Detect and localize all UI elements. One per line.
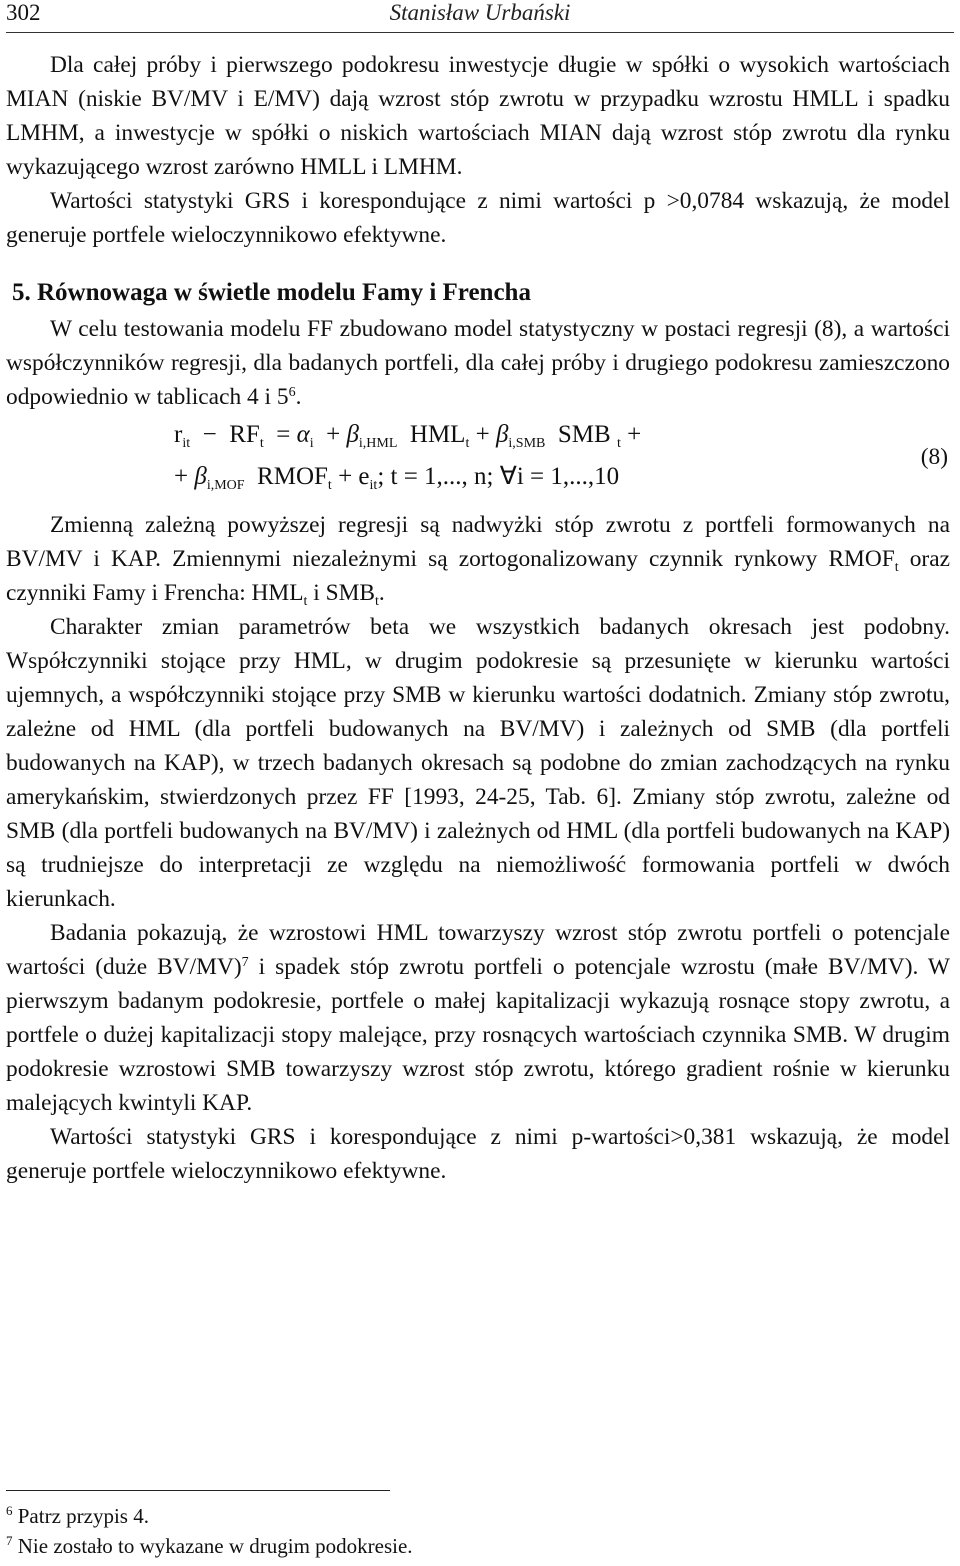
- eq-plus: +: [326, 421, 341, 448]
- subscript-t: t: [303, 594, 308, 609]
- eq-rf: RF: [229, 421, 260, 448]
- footnote-text: Nie zostało to wykazane w drugim podokresie.: [12, 1534, 413, 1558]
- eq-plus: +: [475, 421, 490, 448]
- paragraph-5: Charakter zmian parametrów beta we wszystkich badanych okresach jest podobny. Współczynniki stojące przy HML, w drugim podokresie są przesunięte w kierunku wartości ujemnych, a współczynniki stojące przy SMB w kierunku wartości dodatnich. Zmiany stóp zwrotu, zależne od HML (dla portfeli budowanych na BV/MV) i zależnych od SMB (dla portfeli budowanych na KAP), w trzech badanych okresach są podobne do zmian zachodzących na rynku amerykańskim, stwierdzonych przez FF [1993, 24-25, Tab. 6]. Zmiany stóp zwrotu, zależne od SMB (dla portfeli budowanych na BV/MV) i zależnych od HML (dla portfeli budowanych na KAP) są trudniejsze do interpretacji ze względu na niemożliwość formowania portfeli w dwóch kierunkach.: [6, 614, 950, 912]
- equation-8: [6, 418, 950, 502]
- eq-rmof: RMOF: [257, 463, 328, 490]
- equation-line-2: [174, 460, 619, 494]
- paragraph-4-part-d: .: [378, 580, 385, 606]
- eq-plus: +: [627, 421, 642, 448]
- paragraph-1: Dla całej próby i pierwszego podokresu inwestycje długie w spółki o wysokich wartościach MIAN (niskie BV/MV i E/MV) dają wzrost stóp zwrotu w przypadku wzrostu HMLL i spadku LMHM, a inwestycje w spółki o niskich wartościach MIAN dają wzrost stóp zwrotu dla rynku wykazującego wzrost zarówno HMLL i LMHM.: [6, 52, 950, 180]
- section-title: 5. Równowaga w świetle modelu Famy i Frencha: [12, 279, 531, 306]
- paragraph-7: Wartości statystyki GRS i korespondujące z nimi p-wartości>0,381 wskazują, że model generuje portfele wieloczynnikowo efektywne.: [6, 1124, 950, 1184]
- eq-plus: +: [174, 463, 189, 490]
- footnote-ref-6: 6: [288, 385, 296, 400]
- footnote-number: 7: [6, 1533, 13, 1548]
- eq-alpha-sub: i: [309, 436, 314, 451]
- eq-e-sub: it: [369, 478, 378, 493]
- eq-beta-hml-sub: i,HML: [358, 436, 398, 451]
- footnote-ref-7: 7: [241, 955, 249, 970]
- eq-rmof-sub: t: [327, 478, 332, 493]
- running-head: Stanisław Urbański: [389, 0, 571, 25]
- eq-beta-smb: β: [495, 421, 509, 448]
- paragraph-4-part-a: Zmienną zależną powyższej regresji są nadwyżki stóp zwrotu z portfeli formowanych na BV/MV i KAP. Zmiennymi niezależnymi są zortogonalizowany czynnik rynkowy RMOF: [6, 512, 950, 572]
- eq-beta-smb-sub: i,SMB: [508, 436, 546, 451]
- eq-beta-mof-sub: i,MOF: [206, 478, 245, 493]
- eq-plus: +: [338, 463, 353, 490]
- subscript-t: t: [894, 560, 899, 575]
- paragraph-3: [6, 312, 950, 414]
- eq-rf-sub: t: [259, 436, 264, 451]
- eq-beta-mof: β: [194, 463, 207, 490]
- equation-line-1: [174, 418, 641, 452]
- eq-minus: −: [202, 421, 217, 448]
- paragraph-4-part-c: i SMB: [307, 580, 376, 606]
- paragraph-6-part-a: Badania pokazują, że wzrostowi HML towarzyszy wzrost stóp zwrotu portfeli o potencjale wartości (duże BV/MV): [6, 920, 950, 980]
- equation-number: (8): [920, 444, 948, 470]
- footnote-7: [6, 1531, 950, 1561]
- paragraph-3-end: .: [295, 384, 302, 410]
- footnote-rule: [6, 1490, 390, 1491]
- eq-e: e: [358, 463, 370, 490]
- paragraph-4-part-b: oraz czynniki Famy i Frencha: HML: [6, 546, 950, 606]
- footnote-text: Patrz przypis 4.: [12, 1504, 149, 1528]
- eq-hml-sub: t: [465, 436, 470, 451]
- eq-smb: SMB: [557, 421, 611, 448]
- footnote-6: [6, 1501, 950, 1531]
- page-number: 302: [6, 0, 41, 25]
- eq-alpha: α: [296, 421, 310, 448]
- header-rule: [6, 32, 954, 33]
- paragraph-4: [6, 508, 950, 610]
- eq-conditions: ; t = 1,..., n; ∀i = 1,...,10: [377, 463, 620, 490]
- eq-equals: =: [276, 421, 291, 448]
- eq-smb-sub: t: [616, 436, 621, 451]
- eq-beta-hml: β: [346, 421, 359, 448]
- page-header: [6, 0, 954, 34]
- paragraph-6-part-b: i spadek stóp zwrotu portfeli o potencjale wzrostu (małe BV/MV). W pierwszym badanym podokresie, portfele o małej kapitalizacji wykazują rosnące stopy zwrotu, a portfele o dużej kapitalizacji stopy malejące, przy rosnących wartościach czynnika SMB. W drugim podokresie wzrostowi SMB towarzyszy wzrost stóp zwrotu, którego gradient rośnie w kierunku malejących kwintyli KAP.: [6, 954, 950, 1116]
- eq-r-sub: it: [182, 436, 191, 451]
- eq-r: r: [174, 421, 183, 448]
- footnotes: [6, 1490, 950, 1561]
- body-text: [6, 48, 950, 1188]
- footnote-number: 6: [6, 1503, 13, 1518]
- eq-hml: HML: [409, 421, 466, 448]
- paragraph-2: Wartości statystyki GRS i korespondujące z nimi wartości p >0,0784 wskazują, że model generuje portfele wieloczynnikowo efektywne.: [6, 188, 950, 248]
- paragraph-3-text: W celu testowania modelu FF zbudowano model statystyczny w postaci regresji (8), a wartości współczynników regresji, dla badanych portfeli, dla całej próby i drugiego podokresu zamieszczono odpowiednio w tablicach 4 i 5: [6, 316, 950, 410]
- subscript-t: t: [375, 594, 379, 609]
- paragraph-6: [6, 916, 950, 1120]
